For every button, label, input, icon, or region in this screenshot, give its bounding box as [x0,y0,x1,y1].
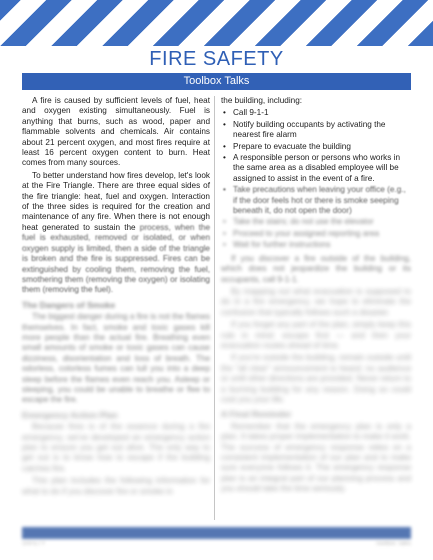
subtitle-text: Toolbox Talks [183,75,250,87]
paragraph-smoke: The biggest danger during a fire is not the flames themselves. In fact, smoke and toxic gases kill more people than the actual fire. Breathing even small amounts of smoke or toxic gases can cause dizziness, disorientation and loss of breath. The odorless, colorless fumes can lull you into a deep sleep before the flames even reach you. Asleep or sleeping, you could be unable to breathe or flee to escape the fire. [22,312,210,405]
heading-dangers-of-smoke: The Dangers of Smoke [22,299,116,310]
paragraph-remain-outside: If you're outside the building, remain outside until the "all clear" announcement is heard; no audience or until other directions are provided. Never return to a burning building for any reason. Doing so could cost you your life. [221,353,411,404]
list-item: • Take precautions when leaving your office (e.g., if the door feels hot or there is smoke seeping beneath it, do not open the door) [231,185,411,216]
list-item: • Notify building occupants by activating the nearest fire alarm [231,120,411,141]
list-item: • Call 9-1-1 [231,108,411,118]
subtitle-bar [22,73,411,90]
paragraph-fire-outside: If you discover a fire outside of the building, which does not jeopardize the building or its occupants, call 9-1-1. [221,253,411,284]
paragraph-fire-triangle [22,171,210,296]
right-column [221,96,411,497]
column-divider [214,96,215,520]
paragraph-final-reminder: Remember that the emergency plan is only a plan. It takes proper implementation to make it work. The success of emergency response relies on a consistent implementation of our plan and to make sure everyone follows it. The emergency response plan is an integral part of our planning process and you should take the time seriously. [221,421,411,494]
emergency-steps-list [221,108,411,250]
heading-final-reminder: A Final Reminder [221,409,292,420]
heading-emergency-action-plan: Emergency Action Plan [22,409,118,420]
paragraph-fuel-heat-oxygen: A fire is caused by sufficient levels of fuel, heat and oxygen existing simultaneously. Fuel is anything that burns, such as wood, paper and flammable solvents and chemicals. Air contains about 21 percent oxygen, and most fires require at least 16 percent oxygen content to burn. Heat comes from many sources. [22,96,210,168]
left-column [22,96,210,499]
diagonal-stripe-band [0,0,433,46]
page-title: FIRE SAFETY [149,48,284,70]
footer [22,541,411,549]
footer-right-text: Toolbox Talks [375,541,411,547]
list-item: • Proceed to your assigned reporting area [231,229,411,239]
paragraph-plan-includes: This plan includes the following information for what to do if you discover fire or smoke in [22,476,210,496]
list-intro: the building, including: [221,96,303,105]
list-item: • Prepare to evacuate the building [231,142,411,152]
footer-left-text: SAFETY [22,541,46,547]
paragraph-action-plan: Because fires is of the essence during a fire emergency, we've developed an emergency action plan to ensure you get out alive. The only way to get out is to know how to escape if the building catches fire. [22,422,210,473]
fire-triangle-text: To better understand how fires develop, let's look at the Fire Triangle. There are three equal sides of the fire triangle: heat, fuel and oxygen. Interaction of the three sides is required for the creation and maintenance of any fire. When there is not enough heat generated to sustain the [22,170,210,232]
paragraph-mapping: By mapping out what evacuation is supposed to do in a fire emergency, we hope to eliminate the confusion that typically follows such a disaster. [221,286,411,317]
footer-bar [22,527,411,539]
paragraph-rule: If you forget any part of the plan, simply keep this rule in mind: escape first — and then your evacuation routes ahead of time. [221,320,411,350]
fire-triangle-text-fading: process, when the fuel is exhausted, removed or isolated, or when oxygen supply is limited, then a side of the triangle is broken and the fire is suppressed. Fires can be extinguished by cooling them, removing the fuel, smothering them (removing the oxygen) or isolating them (removing the fuel). [22,222,211,295]
list-item: • Wait for further instructions [231,240,411,250]
list-item: • A responsible person or persons who works in the same area as a disabled employee will be assigned to assist in the event of a fire. [231,153,411,184]
list-item: • Take the stairs; do not use the elevator [231,217,411,227]
